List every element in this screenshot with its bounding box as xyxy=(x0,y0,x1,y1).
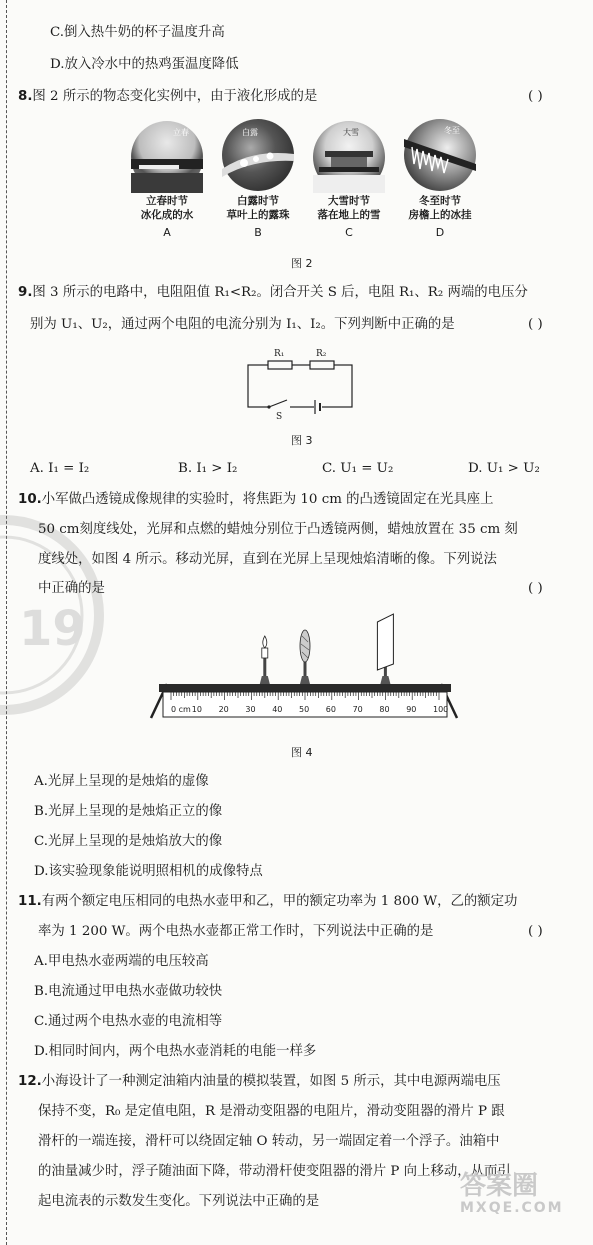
fig3-caption: 图 3 xyxy=(291,434,313,447)
answer-paren: ( ) xyxy=(528,924,543,939)
scale-tick-label: 0 cm xyxy=(171,705,191,714)
scale-tick-label: 50 xyxy=(299,705,310,714)
scale-tick-label: 80 xyxy=(379,705,390,714)
q9-option-c: C. U₁ = U₂ xyxy=(322,461,394,476)
scale-tick-label: 20 xyxy=(218,705,229,714)
candle-flame xyxy=(263,636,267,648)
question-number: 8. xyxy=(18,89,33,104)
question-10-line-4: 中正确的是 xyxy=(38,581,105,596)
label-line: 立春时节 xyxy=(146,195,188,207)
question-12-line-2: 保持不变，R₀ 是定值电阻，R 是滑动变阻器的电阻片，滑动变阻器的滑片 P 跟 xyxy=(38,1104,505,1119)
bench-rail xyxy=(159,684,451,692)
watermark-logo: 答案圈 xyxy=(460,1171,539,1201)
question-12-line-4: 的油量减少时，浮子随油面下降，带动滑杆使变阻器的滑片 P 向上移动，从而引 xyxy=(38,1164,511,1179)
question-10-line-2: 50 cm刻度线处，光屏和点燃的蜡烛分别位于凸透镜两侧，蜡烛放置在 35 cm 刻 xyxy=(38,522,518,537)
photo-c xyxy=(313,121,385,193)
candle-rod xyxy=(263,656,266,676)
question-text: 小海设计了一种测定油箱内油量的模拟装置，如图 5 所示，其中电源两端电压 xyxy=(41,1074,501,1089)
label-line: 冰化成的水 xyxy=(140,209,194,221)
light-screen xyxy=(377,614,393,670)
switch-label: S xyxy=(276,412,283,422)
scale-tick-label: 30 xyxy=(245,705,256,714)
question-11-line-2: 率为 1 200 W。两个电热水壶都正常工作时，下列说法中正确的是 xyxy=(38,924,434,939)
candle-body xyxy=(262,648,268,658)
q10-option-b: B.光屏上呈现的是烛焰正立的像 xyxy=(34,804,223,819)
figure-3-circuit xyxy=(240,343,360,422)
fig2-label-a xyxy=(131,194,203,222)
q10-option-c: C.光屏上呈现的是烛焰放大的像 xyxy=(34,834,223,849)
fig4-caption: 图 4 xyxy=(291,746,313,759)
question-12-line-5: 起电流表的示数发生变化。下列说法中正确的是 xyxy=(38,1194,320,1209)
fig2-letter-d: D xyxy=(435,226,445,239)
label-line: 草叶上的露珠 xyxy=(226,209,290,221)
fig2-caption: 图 2 xyxy=(291,257,313,270)
fig2-letter-a: A xyxy=(163,226,171,239)
label-line: 白露时节 xyxy=(237,195,279,207)
candle-holder-base xyxy=(260,676,270,684)
svg-text:19: 19 xyxy=(19,601,86,657)
question-number: 12. xyxy=(18,1074,42,1089)
convex-lens xyxy=(300,630,310,662)
scale-tick-label: 40 xyxy=(272,705,283,714)
r2-label: R₂ xyxy=(316,349,327,359)
q7-option-d: D.放入冷水中的热鸡蛋温度降低 xyxy=(50,57,239,72)
circuit-wire xyxy=(248,365,352,407)
q9-option-a: A. I₁ = I₂ xyxy=(30,461,90,476)
svg-text:立春: 立春 xyxy=(173,128,189,137)
watermark-url: MXQE.COM xyxy=(460,1200,564,1216)
photo-d xyxy=(404,119,476,191)
question-text: 小军做凸透镜成像规律的实验时，将焦距为 10 cm 的凸透镜固定在光具座上 xyxy=(41,492,494,507)
q10-option-a: A.光屏上呈现的是烛焰的虚像 xyxy=(34,774,209,789)
q9-option-b: B. I₁ > I₂ xyxy=(178,461,238,476)
label-line: 冬至时节 xyxy=(419,195,461,207)
resistor-r1 xyxy=(268,361,292,369)
q10-option-d: D.该实验现象能说明照相机的成像特点 xyxy=(34,864,263,879)
q11-option-d: D.相同时间内，两个电热水壶消耗的电能一样多 xyxy=(34,1044,317,1059)
label-line: 落在地上的雪 xyxy=(317,209,381,221)
answer-paren: ( ) xyxy=(528,581,543,596)
photo-b xyxy=(222,119,294,191)
fig2-label-c xyxy=(309,194,389,222)
fig2-letter-c: C xyxy=(345,226,353,239)
label-line: 大雪时节 xyxy=(328,195,370,207)
r1-label: R₁ xyxy=(274,349,285,359)
question-10-line-3: 度线处，如图 4 所示。移动光屏，直到在光屏上呈现烛焰清晰的像。下列说法 xyxy=(38,552,497,567)
svg-text:白露: 白露 xyxy=(242,128,258,137)
svg-text:大雪: 大雪 xyxy=(343,128,359,137)
lens-holder-base xyxy=(300,676,310,684)
question-11-line-1 xyxy=(18,893,517,911)
question-9-line-2: 别为 U₁、U₂，通过两个电阻的电流分别为 I₁、I₂。下列判断中正确的是 xyxy=(30,317,455,332)
scale-tick-label: 60 xyxy=(325,705,336,714)
fig2-label-b xyxy=(218,194,298,222)
question-number: 10. xyxy=(18,492,42,507)
scale-tick-label: 100 xyxy=(433,705,449,714)
q11-option-b: B.电流通过甲电热水壶做功较快 xyxy=(34,984,223,999)
question-number: 9. xyxy=(18,285,33,300)
scale-tick-label: 90 xyxy=(406,705,417,714)
answer-paren: ( ) xyxy=(528,89,543,104)
question-10-line-1 xyxy=(18,491,493,509)
label-line: 房檐上的冰挂 xyxy=(408,209,472,221)
watermark xyxy=(460,1172,564,1216)
question-9-line-1 xyxy=(18,284,528,302)
fig2-label-d xyxy=(400,194,480,222)
question-number: 11. xyxy=(18,894,42,909)
screen-holder-base xyxy=(380,676,390,684)
resistor-r2 xyxy=(310,361,334,369)
fig2-letter-b: B xyxy=(254,226,262,239)
question-12-line-1 xyxy=(18,1073,501,1091)
q7-option-c: C.倒入热牛奶的杯子温度升高 xyxy=(50,25,225,40)
question-8 xyxy=(18,88,317,106)
photo-a xyxy=(131,121,203,193)
question-12-line-3: 滑杆的一端连接，滑杆可以绕固定轴 O 转动，另一端固定着一个浮子。油箱中 xyxy=(38,1134,500,1149)
question-text: 有两个额定电压相同的电热水壶甲和乙，甲的额定功率为 1 800 W，乙的额定功 xyxy=(41,894,518,909)
figure-4-optical-bench xyxy=(145,612,465,732)
q11-option-c: C.通过两个电热水壶的电流相等 xyxy=(34,1014,223,1029)
scale-tick-label: 70 xyxy=(352,705,363,714)
svg-text:冬至: 冬至 xyxy=(444,126,460,135)
question-text: 图 3 所示的电路中，电阻阻值 R₁<R₂。闭合开关 S 后，电阻 R₁、R₂ 两端的电压分 xyxy=(32,285,528,300)
question-text: 图 2 所示的物态变化实例中，由于液化形成的是 xyxy=(32,89,318,104)
scale-tick-label: 10 xyxy=(191,705,202,714)
answer-paren: ( ) xyxy=(528,317,543,332)
q11-option-a: A.甲电热水壶两端的电压较高 xyxy=(34,954,209,969)
q9-option-d: D. U₁ > U₂ xyxy=(468,461,540,476)
